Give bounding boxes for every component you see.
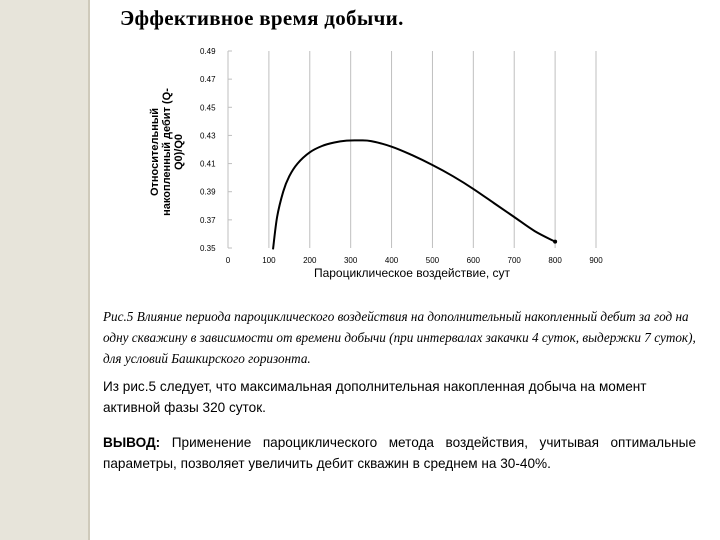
y-tick-label: 0.45 xyxy=(200,103,216,113)
y-axis-title xyxy=(149,88,185,216)
y-tick-label: 0.37 xyxy=(200,215,216,225)
left-decor-bar xyxy=(0,0,88,540)
y-tick-label: 0.35 xyxy=(200,244,216,253)
x-axis-title: Пароциклическое воздействие, сут xyxy=(313,266,511,280)
y-tick-label: 0.41 xyxy=(200,159,216,169)
y-axis-title-line-1: Относительный xyxy=(149,107,161,197)
x-tick-label: 100 xyxy=(262,256,276,265)
x-tick-label: 300 xyxy=(343,256,358,265)
conclusion-paragraph xyxy=(103,432,696,474)
y-tick-label: 0.43 xyxy=(200,131,216,141)
x-tick-label: 0 xyxy=(225,256,231,265)
y-axis-title-line-2: накопленный дебит (Q- xyxy=(161,88,173,216)
y-tick-label: 0.49 xyxy=(200,47,216,56)
chart-grid xyxy=(228,51,596,248)
x-tick-labels xyxy=(226,256,603,265)
y-tick-labels xyxy=(200,47,216,253)
y-tick-label: 0.39 xyxy=(200,187,216,197)
x-tick-label: 400 xyxy=(384,256,399,265)
x-tick-label: 200 xyxy=(303,256,317,265)
series-end-point xyxy=(553,240,557,244)
series-line xyxy=(273,140,555,249)
x-tick-label: 900 xyxy=(589,256,603,265)
left-decor-divider xyxy=(88,0,90,540)
conclusion-text: Применение пароциклического метода воздействия, учитывая оптимальные параметры, позволяет увеличить дебит скважин в среднем на 30-40%. xyxy=(103,435,696,471)
x-tick-label: 800 xyxy=(548,256,562,265)
figure-caption: Рис.5 Влияние периода пароциклического воздействия на дополнительный накопленный дебит за год на одну скважину в зависимости от времени добычи (при интервалах закачки 4 суток, выдержки 7 суток), для условий Башкирского горизонта. xyxy=(103,309,696,366)
y-axis-title-line-3: Q0)/Q0 xyxy=(173,133,185,171)
chart xyxy=(130,40,610,290)
conclusion-label: ВЫВОД: xyxy=(103,435,161,450)
x-tick-label: 500 xyxy=(425,256,440,265)
slide-title: Эффективное время добычи. xyxy=(120,6,404,30)
x-tick-label: 700 xyxy=(507,256,521,265)
x-tick-label: 600 xyxy=(466,256,481,265)
result-paragraph: Из рис.5 следует, что максимальная дополнительная накопленная добыча на момент активной фазы 320 суток. xyxy=(103,379,647,415)
y-tick-label: 0.47 xyxy=(200,75,216,85)
